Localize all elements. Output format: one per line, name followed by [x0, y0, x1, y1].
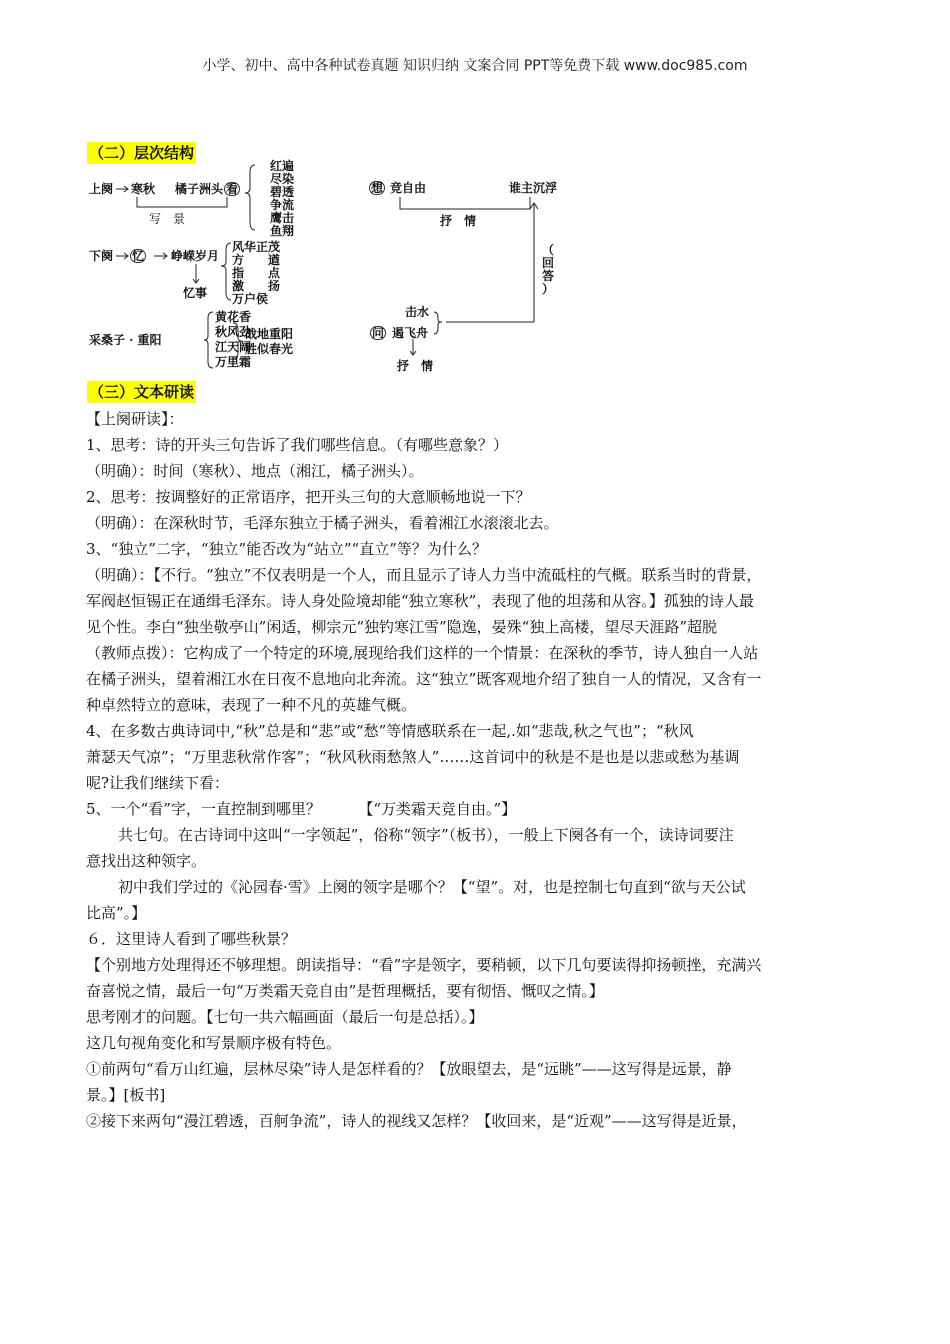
body-line: ②接下来两句“漫江碧透，百舸争流”，诗人的视线又怎样？【收回来，是“近观”——这写得是近景， — [86, 1112, 747, 1130]
caisangzi-item: 秋风劲 — [215, 325, 252, 339]
scene-item: 红遍 — [269, 159, 294, 173]
body-line: 种卓然特立的意味，表现了一种不凡的英雄气概。 — [86, 696, 417, 714]
body-line: （明确）：【不行。“独立”不仅表明是一个人，而且显示了诗人力当中流砥柱的气概。联系当时的背景， — [86, 566, 762, 584]
scene-item: 争流 — [269, 198, 294, 212]
lower-item: 风华正茂 — [232, 240, 281, 254]
lower-label: 下阕 — [89, 249, 114, 263]
body-line: 初中我们学过的《沁园春·雪》上阕的领字是哪个？【“望”。对，也是控制七句直到“欲与天公试 — [118, 878, 746, 896]
zhengrong-text: 峥嵘岁月 — [171, 249, 220, 263]
caisangzi-results — [245, 327, 293, 357]
body-line: 2、思考：按调整好的正常语序，把开头三句的大意顺畅地说一下？ — [86, 488, 531, 506]
lower-item: 激 — [232, 279, 245, 293]
body-line: 【上阕研读】： — [86, 410, 184, 428]
body-line: 军阀赵恒锡正在通缉毛泽东。诗人身处险境却能“独立寒秋”，表现了他的坦荡和从容。】孤独的诗人最 — [86, 592, 754, 610]
huida-char: ） — [541, 282, 554, 296]
upper-scenes — [268, 160, 296, 238]
body-line: 4、在多数古典诗词中,“秋”总是和“悲”或“愁”等情感联系在一起,.如“悲哉,秋之气也”；“秋风 — [86, 722, 694, 740]
scene-item: 尽染 — [269, 172, 294, 186]
lower-item: 遒 — [268, 253, 281, 267]
body-line: 3、“独立”二字，“独立”能否改为“站立”“直立”等？为什么？ — [86, 540, 487, 558]
body-line: 萧瑟天气凉”；“万里悲秋常作客”；“秋风秋雨愁煞人”……这首词中的秋是不是也是以悲或愁为基调 — [86, 748, 740, 766]
body-line: （教师点拨）：它构成了一个特定的环境,展现给我们这样的一个情景：在深秋的季节，诗人独自一人站 — [86, 644, 759, 662]
body-line: 1、思考：诗的开头三句告诉了我们哪些信息。（有哪些意象？） — [86, 436, 509, 454]
body-line: 5、一个“看”字，一直控制到哪里？ 【“万类霜天竞自由。”】 — [86, 800, 517, 818]
body-line: ①前两句“看万山红遍，层林尽染”诗人是怎样看的？【放眼望去，是“远眺”——这写得是远景，静 — [86, 1060, 732, 1078]
caisangzi-label: 采桑子 · 重阳 — [89, 333, 162, 347]
lower-item: 点 — [268, 266, 281, 280]
lower-item: 万户侯 — [232, 292, 269, 306]
body-line: 思考刚才的问题。【七句一共六幅画面（最后一句是总括）。】 — [86, 1008, 484, 1026]
yishi-text: 忆事 — [183, 286, 208, 300]
lower-col2 — [268, 254, 280, 293]
body-line: 呢?让我们继续下看： — [86, 774, 230, 792]
lower-item: 方 — [232, 253, 245, 267]
caisangzi-result: 胜似春光 — [245, 342, 294, 356]
juzizhoutou-text: 橘子洲头 — [175, 182, 224, 196]
page-header: 小学、初中、高中各种试卷真题 知识归纳 文案合同 PPT等免费下载 www.doc985.com — [202, 58, 748, 74]
caisangzi-item: 黄花香 — [215, 310, 252, 324]
shuqing-bottom-text: 抒 情 — [397, 359, 434, 373]
lower-item: 扬 — [268, 279, 281, 293]
body-line: 这几句视角变化和写景顺序极有特色。 — [86, 1034, 342, 1052]
body-line: （明确）：在深秋时节，毛泽东独立于橘子洲头，看着湘江水滚滚北去。 — [86, 514, 559, 532]
body-line: 【个别地方处理得还不够理想。朗读指导：“看”字是领字，要稍顿，以下几句要读得抑扬顿挫，充满兴 — [86, 956, 762, 974]
body-line: 在橘子洲头，望着湘江水在日夜不息地向北奔流。这“独立”既客观地介绍了独自一人的情况，又含有一 — [86, 670, 762, 688]
scene-item: 鱼翔 — [269, 224, 294, 238]
xiang-circled: 想 — [371, 181, 384, 195]
shuqing-top-text: 抒 情 — [440, 214, 477, 228]
body-line: ６．这里诗人看到了哪些秋景？ — [86, 930, 297, 948]
jishui-text: 击水 — [405, 305, 430, 319]
body-line: 比高”。】 — [86, 904, 147, 922]
body-line: 意找出这种领字。 — [86, 852, 207, 870]
body-line: 景。】[板书] — [86, 1086, 166, 1104]
section-title-reading: （三）文本研读 — [89, 383, 195, 401]
efeizhou-text: 遏飞舟 — [392, 326, 429, 340]
wen-circled: 问 — [372, 326, 385, 340]
jingziyou-text: 竞自由 — [390, 181, 427, 195]
reading-body — [86, 406, 866, 1134]
body-line: 见个性。李白“独坐敬亭山”闲适，柳宗元“独钓寒江雪”隐逸，晏殊“独上高楼，望尽天涯路”超脱 — [86, 618, 718, 636]
section-title-structure: （二）层次结构 — [89, 144, 195, 162]
huida-char: 答 — [541, 269, 554, 283]
scene-item: 碧透 — [269, 185, 294, 199]
caisangzi-item: 万里霜 — [215, 355, 252, 369]
caisangzi-item: 江天阔 — [215, 340, 252, 354]
yi-circled: 忆 — [132, 249, 145, 263]
body-line: 奋喜悦之情，最后一句“万类霜天竞自由”是哲理概括，要有彻悟、慨叹之情。】 — [86, 982, 604, 1000]
huida-char: 回 — [541, 256, 554, 270]
body-line: 共七句。在古诗词中这叫“一字领起”，俗称“领字”（板书），一般上下阕各有一个，读诗词要注 — [118, 826, 734, 844]
body-line: （明确）：时间（寒秋）、地点（湘江，橘子洲头）。 — [86, 462, 424, 480]
shuizhuchenfu-text: 谁主沉浮 — [509, 181, 558, 195]
scene-item: 鹰击 — [269, 211, 294, 225]
hanqiu-text: 寒秋 — [131, 182, 156, 196]
huida-vertical — [541, 244, 555, 296]
kan-circled: 看 — [226, 182, 239, 196]
caisangzi-result: 战地重阳 — [245, 327, 294, 341]
upper-label: 上阕 — [89, 182, 114, 196]
lower-item: 指 — [232, 266, 245, 280]
huida-char: （ — [541, 243, 554, 257]
xiejing-text: 写 景 — [149, 212, 186, 226]
